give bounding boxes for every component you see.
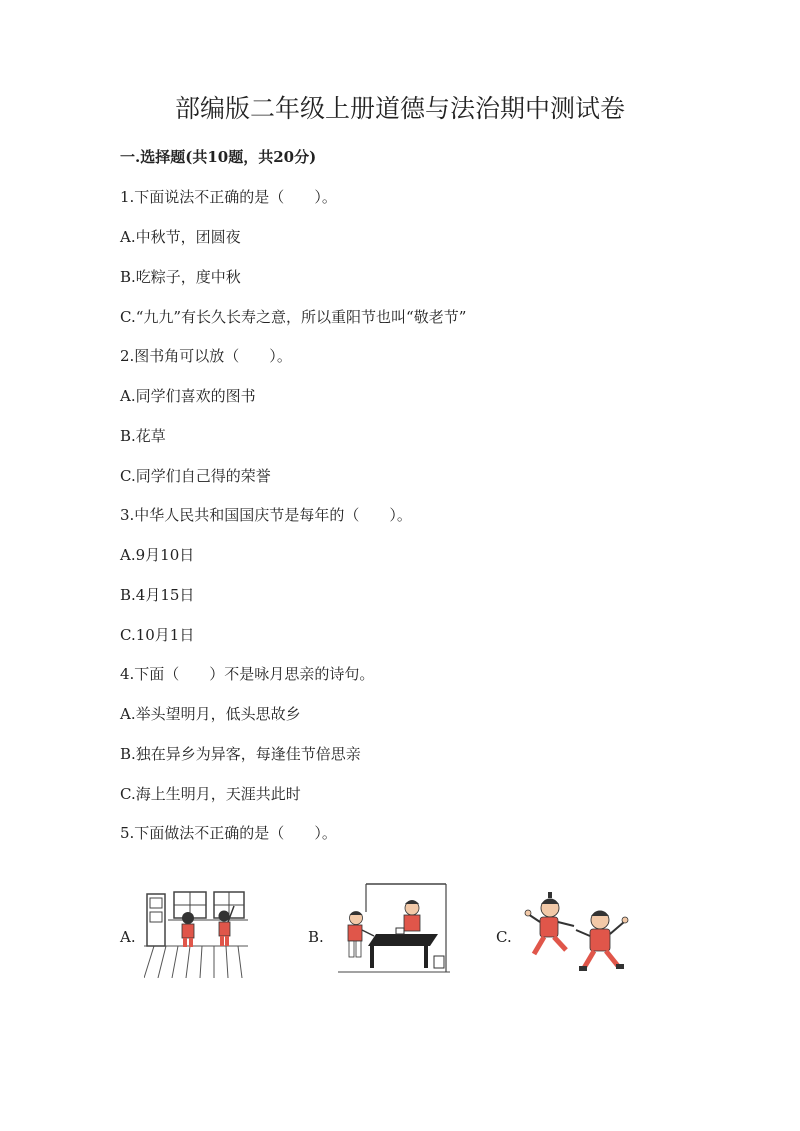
picture-option-c[interactable] (496, 880, 646, 980)
question-5-stem: 5.下面做法不正确的是（ ）。 (120, 824, 337, 842)
picture-option-b[interactable] (308, 880, 448, 980)
question-2-option-a[interactable]: A.同学们喜欢的图书 (120, 387, 256, 405)
picture-option-a[interactable] (120, 880, 250, 980)
question-3-option-c[interactable]: C.10月1日 (120, 626, 195, 644)
question-3-option-a[interactable]: A.9月10日 (120, 546, 195, 564)
question-4-option-c[interactable]: C.海上生明月，天涯共此时 (120, 785, 301, 803)
question-5-picture-options (120, 880, 680, 980)
desk-cleaning-illustration (338, 882, 450, 978)
question-1-option-a[interactable]: A.中秋节，团圆夜 (120, 228, 241, 246)
question-1-option-c[interactable]: C.“九九”有长久长寿之意，所以重阳节也叫“敬老节” (120, 308, 467, 326)
question-1-option-b[interactable]: B.吃粽子，度中秋 (120, 268, 241, 286)
section-heading: 一.选择题(共10题，共20分) (120, 148, 317, 166)
page-title: 部编版二年级上册道德与法治期中测试卷 (174, 94, 625, 123)
question-4-option-b[interactable]: B.独在异乡为异客，每逢佳节倍思亲 (120, 745, 361, 763)
picture-option-a-label: A. (120, 928, 136, 946)
question-2-option-c[interactable]: C.同学们自己得的荣誉 (120, 467, 271, 485)
question-4-stem: 4.下面（ ）不是咏月思亲的诗句。 (120, 665, 375, 683)
picture-option-b-label: B. (308, 928, 324, 946)
question-1-stem: 1.下面说法不正确的是（ ）。 (120, 188, 337, 206)
hallway-window-illustration (144, 888, 248, 978)
question-4-option-a[interactable]: A.举头望明月，低头思故乡 (120, 705, 301, 723)
question-3-option-b[interactable]: B.4月15日 (120, 586, 195, 604)
question-2-stem: 2.图书角可以放（ ）。 (120, 347, 292, 365)
picture-option-c-label: C. (496, 928, 512, 946)
question-2-option-b[interactable]: B.花草 (120, 427, 166, 445)
question-3-stem: 3.中华人民共和国国庆节是每年的（ ）。 (120, 506, 412, 524)
children-fighting-illustration (522, 884, 634, 978)
